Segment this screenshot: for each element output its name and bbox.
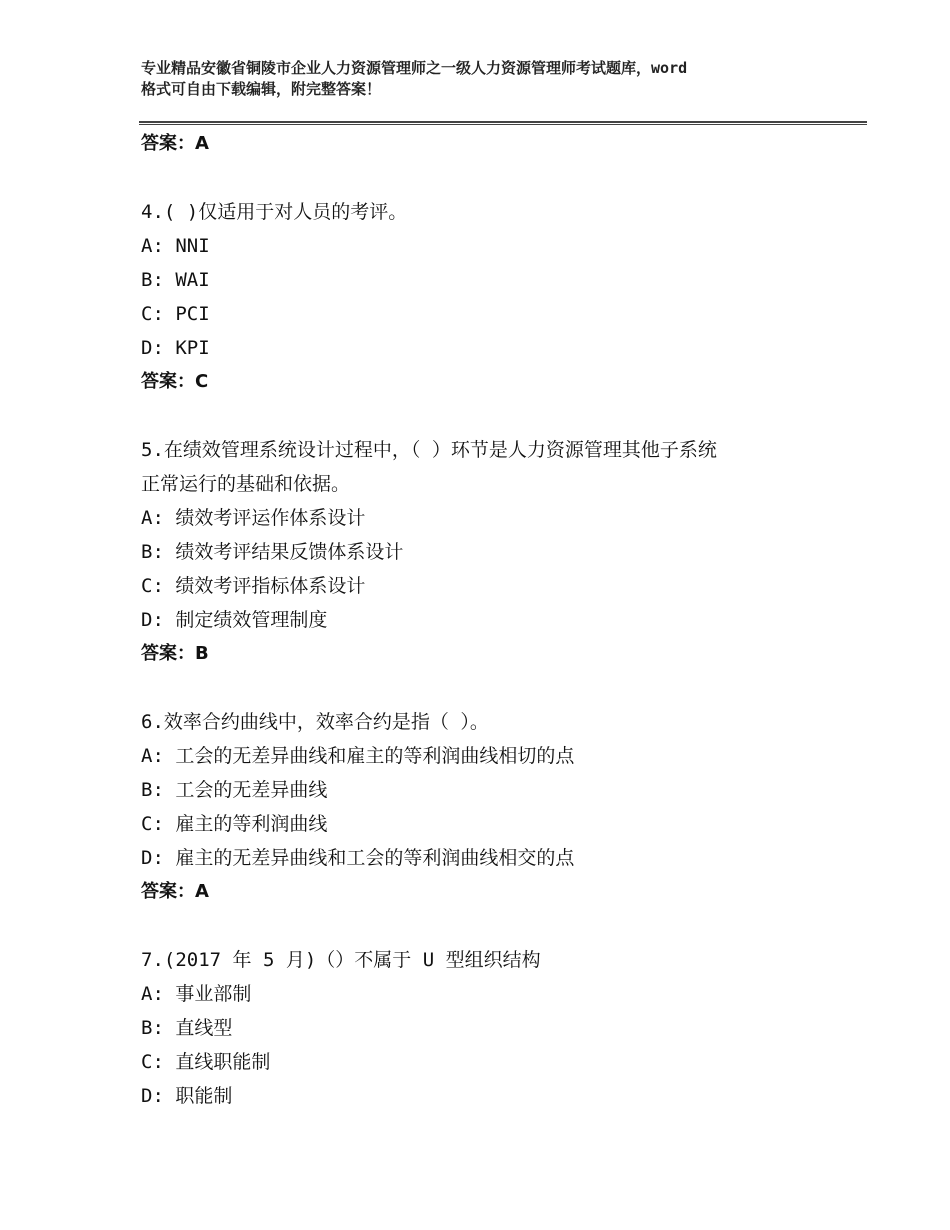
option-a: A: 事业部制	[141, 983, 252, 1005]
spacer	[141, 909, 841, 943]
answer: 答案：B	[141, 643, 209, 664]
option-b: B: 工会的无差异曲线	[141, 779, 328, 801]
question-stem: 4.( )仅适用于对人员的考评。	[141, 201, 408, 223]
option-b: B: 直线型	[141, 1017, 233, 1039]
option-b: B: WAI	[141, 269, 210, 291]
header-divider	[139, 121, 867, 125]
option-a: A: 工会的无差异曲线和雇主的等利润曲线相切的点	[141, 745, 575, 767]
option-c: C: 雇主的等利润曲线	[141, 813, 328, 835]
header-line-1: 专业精品安徽省铜陵市企业人力资源管理师之一级人力资源管理师考试题库，word	[141, 59, 688, 77]
question-stem: 5.在绩效管理系统设计过程中，（ ）环节是人力资源管理其他子系统	[141, 439, 717, 461]
option-d: D: KPI	[141, 337, 210, 359]
answer: 答案：A	[141, 881, 209, 902]
option-c: C: 绩效考评指标体系设计	[141, 575, 366, 597]
question-6	[141, 705, 841, 909]
question-stem: 6.效率合约曲线中，效率合约是指（ ）。	[141, 711, 489, 733]
option-d: D: 职能制	[141, 1085, 233, 1107]
option-c: C: 直线职能制	[141, 1051, 271, 1073]
spacer	[141, 161, 841, 195]
page-header	[141, 58, 841, 100]
header-line-2: 格式可自由下载编辑，附完整答案！	[141, 80, 382, 98]
spacer	[141, 671, 841, 705]
spacer	[141, 399, 841, 433]
answer: 答案：C	[141, 371, 209, 392]
previous-answer: 答案：A	[141, 133, 209, 154]
question-5	[141, 433, 841, 671]
option-c: C: PCI	[141, 303, 210, 325]
question-stem: 7.(2017 年 5 月)（）不属于 U 型组织结构	[141, 949, 541, 971]
option-b: B: 绩效考评结果反馈体系设计	[141, 541, 404, 563]
question-list	[141, 127, 841, 1113]
option-a: A: NNI	[141, 235, 210, 257]
question-stem-continued: 正常运行的基础和依据。	[141, 473, 351, 495]
option-a: A: 绩效考评运作体系设计	[141, 507, 366, 529]
option-d: D: 雇主的无差异曲线和工会的等利润曲线相交的点	[141, 847, 575, 869]
question-4	[141, 195, 841, 399]
option-d: D: 制定绩效管理制度	[141, 609, 328, 631]
question-7	[141, 943, 841, 1113]
